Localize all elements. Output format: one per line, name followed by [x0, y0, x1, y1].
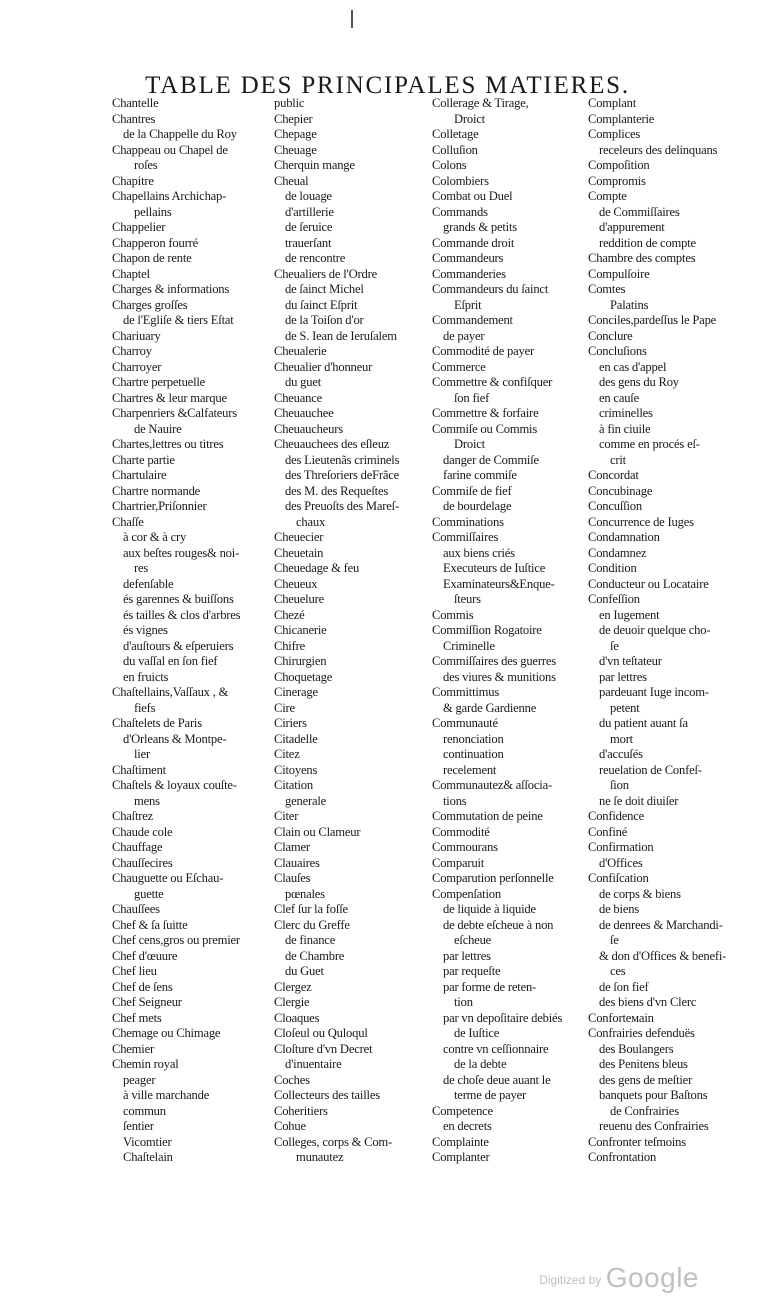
index-entry: Chifre [274, 638, 305, 653]
index-entry: chaux [296, 514, 326, 529]
index-entry: Conforteмain [588, 1010, 654, 1025]
index-entry: Confeſſion [588, 592, 640, 606]
index-entry: & don d'Offices & benefi- [599, 948, 727, 963]
index-entry: Confirmation [588, 840, 654, 854]
index-entry: Chartre perpetuelle [112, 375, 206, 389]
index-entry: Criminelle [443, 638, 495, 653]
index-entry: public [274, 96, 305, 110]
index-entry: de la Chappelle du Roy [123, 127, 237, 141]
index-entry: des M. des Requeſtes [285, 483, 389, 498]
index-entry: Citation [274, 778, 313, 792]
index-entry: Condamnez [588, 545, 647, 560]
index-entry: d'artillerie [285, 204, 334, 219]
index-entry: fiefs [134, 700, 156, 715]
index-entry: par vn depoſitaire debiés [443, 1010, 563, 1025]
stray-ink-mark [351, 10, 353, 28]
index-entry: lier [134, 747, 150, 761]
index-entry: des Lieutenãs criminels [285, 452, 400, 467]
index-entry: Cheueux [274, 576, 318, 591]
index-entry: Commerce [432, 359, 486, 374]
index-entry: Chemier [112, 1041, 154, 1056]
index-entry: des gens de meſtier [599, 1072, 693, 1087]
index-entry: Compenſation [432, 886, 501, 901]
index-entry: Colombiers [432, 173, 489, 188]
index-entry: Commanderies [432, 266, 506, 281]
index-entry: Collerage & Tirage, [432, 96, 529, 110]
index-entry: de Nauire [134, 421, 182, 436]
index-entry: du Guet [285, 964, 324, 978]
index-entry: de deuoir quelque cho- [599, 623, 711, 637]
index-entry: Concuſſion [588, 499, 642, 513]
index-entry: Cheuedage & feu [274, 561, 360, 575]
index-entry: Complices [588, 127, 641, 141]
index-entry: mens [134, 793, 160, 808]
index-entry: Compromis [588, 173, 646, 188]
index-entry: Commiſſion Rogatoire [432, 623, 542, 637]
index-entry: en cauſe [599, 390, 639, 405]
index-entry: d'Offices [599, 855, 643, 870]
index-entry: Charroyer [112, 359, 162, 374]
index-entry: Commiſſaires des guerres [432, 654, 556, 668]
index-entry: Cloaques [274, 1010, 320, 1025]
index-entry: par lettres [443, 948, 491, 963]
index-entry: ces [610, 964, 626, 978]
index-entry: reuelation de Confeſ- [599, 762, 702, 777]
index-entry: Chantres [112, 111, 156, 126]
index-entry: Chambre des comptes [588, 251, 696, 265]
index-column-1 [112, 96, 272, 1166]
index-entry: Chemin royal [112, 1057, 179, 1071]
index-entry: de la debte [454, 1057, 507, 1071]
index-column-3 [432, 96, 592, 1166]
index-entry: petent [610, 700, 640, 715]
index-entry: Commandeurs [432, 251, 504, 265]
index-entry: ſe [610, 933, 619, 947]
index-entry: à ville marchande [123, 1088, 210, 1102]
index-entry: Combat ou Duel [432, 189, 513, 203]
index-entry: Committimus [432, 685, 500, 699]
index-entry: Charroy [112, 344, 152, 358]
index-entry: Cloſeul ou Quloqul [274, 1026, 368, 1040]
index-entry: d'appurement [599, 220, 665, 234]
index-entry: en fruicts [123, 669, 169, 684]
index-entry: Chauguette ou Eſchau- [112, 871, 224, 885]
index-entry: des Penitens bleus [599, 1057, 688, 1071]
index-entry: Eſprit [454, 297, 482, 312]
index-entry: de ſeruice [285, 220, 333, 234]
index-entry: Chaſtiment [112, 762, 166, 777]
index-entry: en cas d'appel [599, 359, 667, 374]
index-entry: Cheuage [274, 142, 317, 157]
index-entry: ſe [610, 638, 619, 653]
index-entry: Communauté [432, 716, 498, 730]
index-entry: Chartrier,Priſonnier [112, 499, 207, 513]
index-entry: criminelles [599, 406, 653, 420]
index-entry: Cloſture d'vn Decret [274, 1041, 373, 1056]
index-entry: des Boulangers [599, 1041, 674, 1056]
index-entry: Chartes,lettres ou titres [112, 437, 224, 451]
index-entry: Commutation de peine [432, 809, 543, 823]
index-entry: Chapitre [112, 173, 154, 188]
index-entry: contre vn ceſſionnaire [443, 1041, 549, 1056]
index-entry: ne ſe doit diuiſer [599, 793, 679, 808]
index-entry: Chauſſecires [112, 855, 173, 870]
index-entry: Cheualerie [274, 344, 327, 358]
index-entry: Cheuaucheurs [274, 421, 343, 436]
index-entry: des biens d'vn Clerc [599, 995, 697, 1009]
index-entry: de rencontre [285, 251, 346, 265]
index-entry: des Preuoſts des Mareſ- [285, 499, 399, 513]
index-entry: Clergie [274, 995, 310, 1009]
index-entry: Chaſſe [112, 514, 144, 529]
index-entry: Cheualier d'honneur [274, 359, 373, 374]
index-entry: Commettre & forfaire [432, 406, 539, 420]
index-entry: Chaſtelets de Paris [112, 716, 202, 730]
index-entry: Concurrence de Iuges [588, 514, 694, 529]
index-entry: Cheuauchee [274, 406, 334, 420]
index-entry: d'inuentaire [285, 1057, 342, 1071]
index-entry: Chantelle [112, 96, 159, 110]
index-entry: munautez [296, 1150, 344, 1164]
index-entry: Confronter teſmoins [588, 1134, 686, 1149]
index-entry: de bourdelage [443, 499, 512, 513]
index-entry: du vaſſal en ſon fief [123, 654, 218, 668]
index-entry: de Chambre [285, 948, 345, 963]
index-entry: par requeſte [443, 964, 501, 978]
index-entry: Comparuit [432, 855, 485, 870]
index-entry: Clerc du Greffe [274, 917, 350, 932]
index-entry: Coheritiers [274, 1103, 328, 1118]
index-entry: Conclure [588, 328, 633, 343]
index-entry: és tailles & clos d'arbres [123, 607, 241, 622]
index-entry: Charpenriers &Calfateurs [112, 406, 237, 420]
index-entry: de ſon fief [599, 979, 649, 994]
index-entry: Clauſes [274, 871, 311, 885]
index-entry: Cheuelure [274, 592, 324, 606]
index-entry: Commis [432, 607, 474, 622]
index-entry: Concordat [588, 468, 639, 482]
index-entry: tion [454, 995, 473, 1009]
index-entry: grands & petits [443, 220, 517, 234]
index-entry: Chepier [274, 111, 313, 126]
index-entry: Confrairies defenduës [588, 1026, 695, 1040]
index-entry: Commettre & confiſquer [432, 375, 553, 389]
index-entry: Chaſtelain [123, 1150, 173, 1164]
index-entry: Collecteurs des tailles [274, 1088, 380, 1102]
index-entry: Colletage [432, 127, 479, 141]
index-entry: roſes [134, 158, 158, 172]
index-entry: de corps & biens [599, 886, 681, 901]
index-entry: Chaſtels & loyaux couſte- [112, 778, 237, 792]
index-entry: & garde Gardienne [443, 700, 537, 715]
index-entry: du ſainct Eſprit [285, 297, 358, 312]
index-entry: reuenu des Confrairies [599, 1119, 709, 1133]
index-entry: à fin ciuile [599, 421, 651, 436]
index-entry: Cinerage [274, 685, 318, 699]
index-entry: continuation [443, 747, 504, 761]
index-entry: peager [123, 1072, 156, 1087]
index-entry: des Threſoriers deFrãce [285, 468, 400, 482]
index-entry: Concubinage [588, 483, 653, 498]
index-entry: comme en procés eſ- [599, 437, 700, 451]
index-column-4 [588, 96, 748, 1166]
digitized-by-google-watermark [539, 1262, 699, 1294]
index-entry: Condamnation [588, 530, 660, 544]
index-entry: par lettres [599, 669, 647, 684]
index-entry: Clain ou Clameur [274, 824, 361, 839]
index-entry: Charges & informations [112, 282, 230, 296]
index-entry: defenſable [123, 576, 174, 591]
index-entry: Competence [432, 1103, 493, 1118]
index-entry: de la Toiſon d'or [285, 313, 364, 327]
index-entry: Confidence [588, 809, 645, 823]
index-entry: Cherquin mange [274, 158, 355, 172]
index-entry: d'Orleans & Montpe- [123, 731, 227, 746]
index-entry: Chef cens,gros ou premier [112, 933, 240, 947]
index-entry: Choquetage [274, 669, 333, 684]
index-entry: Cohue [274, 1119, 306, 1133]
index-entry: farine commiſe [443, 468, 517, 482]
index-entry: de debte eſcheue à non [443, 917, 554, 932]
index-entry: Chauſſees [112, 902, 160, 916]
index-entry: Chaude cole [112, 824, 173, 839]
index-entry: Colleges, corps & Com- [274, 1134, 393, 1149]
index-entry: d'accuſés [599, 747, 643, 761]
index-entry: Chef de ſens [112, 979, 173, 994]
index-entry: à cor & à cry [123, 530, 187, 544]
index-entry: Chartre normande [112, 483, 201, 498]
index-entry: Cheualiers de l'Ordre [274, 266, 377, 281]
index-entry: Conducteur ou Locataire [588, 576, 709, 591]
index-entry: ſion [610, 778, 629, 792]
index-entry: de ſainct Michel [285, 282, 364, 296]
index-entry: de denrees & Marchandi- [599, 917, 723, 932]
index-entry: recelement [443, 762, 497, 777]
index-entry: Condition [588, 561, 637, 575]
index-entry: commun [123, 1103, 166, 1118]
index-entry: Charges groſſes [112, 297, 188, 312]
index-entry: Chauffage [112, 840, 163, 854]
index-entry: Cheuecier [274, 530, 324, 544]
index-entry: ſteurs [454, 592, 481, 606]
index-entry: trauerſant [285, 235, 332, 250]
index-entry: Chef mets [112, 1010, 162, 1025]
index-entry: Chef Seigneur [112, 995, 182, 1009]
index-entry: Compulſoire [588, 266, 650, 281]
index-entry: Comtes [588, 282, 626, 296]
index-entry: terme de payer [454, 1088, 527, 1102]
index-entry: Clergez [274, 979, 312, 994]
index-entry: Citoyens [274, 762, 318, 777]
index-entry: Colluſion [432, 142, 478, 157]
index-entry: Complainte [432, 1134, 489, 1149]
index-entry: Chapon de rente [112, 251, 192, 265]
index-entry: pœnales [285, 886, 325, 901]
index-entry: Commourans [432, 840, 498, 854]
index-entry: Chemage ou Chimage [112, 1026, 221, 1040]
index-entry: Chartulaire [112, 468, 167, 482]
index-entry: Commiſe de fief [432, 483, 512, 498]
index-entry: Confiſcation [588, 871, 649, 885]
index-entry: Droict [454, 111, 485, 126]
index-entry: Commiſe ou Commis [432, 421, 538, 436]
index-entry: receleurs des delinquans [599, 142, 718, 157]
index-entry: Complanter [432, 1150, 490, 1164]
index-entry: generale [285, 793, 327, 808]
index-entry: aux beſtes rouges& noi- [123, 545, 240, 560]
index-entry: banquets pour Baſtons [599, 1088, 708, 1102]
index-entry: Chaſtellains,Vaſſaux , & [112, 685, 229, 699]
index-entry: ſentier [123, 1119, 154, 1133]
index-entry: de Iuſtice [454, 1026, 500, 1040]
index-entry: Comminations [432, 514, 504, 529]
watermark-prefix: Digitized by [539, 1273, 602, 1287]
index-entry: eſcheue [454, 933, 492, 947]
index-entry: Ciriers [274, 716, 307, 730]
index-entry: Chef & ſa ſuitte [112, 917, 188, 932]
index-entry: Chaptel [112, 266, 150, 281]
index-entry: Commodité [432, 824, 490, 839]
index-entry: pellains [134, 204, 172, 219]
index-entry: Droict [454, 437, 485, 451]
index-entry: Commandeurs du ſainct [432, 282, 549, 296]
index-entry: Confrontation [588, 1150, 657, 1164]
index-entry: Comparution perſonnelle [432, 871, 554, 885]
index-columns [112, 96, 732, 1186]
index-entry: en Iugement [599, 607, 660, 622]
index-entry: Compte [588, 189, 627, 203]
index-entry: des gens du Roy [599, 375, 679, 389]
index-entry: en decrets [443, 1119, 492, 1133]
index-entry: mort [610, 731, 633, 746]
index-entry: Complanterie [588, 111, 655, 126]
index-entry: Chariuary [112, 328, 161, 343]
index-entry: Chezé [274, 607, 305, 622]
index-entry: tions [443, 793, 467, 808]
index-entry: pardeuant Iuge incom- [599, 685, 709, 699]
index-entry: Citadelle [274, 731, 318, 746]
index-entry: Colons [432, 158, 467, 172]
index-entry: de liquide à liquide [443, 902, 536, 916]
index-entry: crit [610, 452, 626, 467]
index-entry: Concluſions [588, 344, 647, 358]
index-entry: Cheuetain [274, 545, 324, 560]
index-entry: du patient auant ſa [599, 716, 688, 730]
index-entry: Commande droit [432, 235, 515, 250]
index-entry: res [134, 561, 149, 575]
index-entry: Confiné [588, 824, 628, 839]
index-entry: Chappelier [112, 220, 166, 234]
index-entry: Communautez& aſſocia- [432, 778, 552, 792]
index-entry: de l'Egliſe & tiers Eſtat [123, 313, 234, 327]
index-entry: és vignes [123, 623, 168, 637]
index-entry: danger de Commiſe [443, 452, 539, 467]
index-entry: Cheuauchees des eſleuz [274, 437, 390, 451]
index-entry: Chicanerie [274, 623, 327, 637]
index-entry: Commodité de payer [432, 344, 535, 358]
index-entry: Citez [274, 747, 300, 761]
index-entry: Cire [274, 700, 295, 715]
index-entry: de biens [599, 902, 640, 916]
index-entry: Complant [588, 96, 637, 110]
index-entry: Cheuance [274, 390, 323, 405]
index-entry: Chapperon fourré [112, 235, 198, 250]
index-entry: de louage [285, 189, 332, 203]
index-entry: Chirurgien [274, 654, 327, 668]
index-entry: de Confrairies [610, 1103, 679, 1118]
index-entry: Clamer [274, 840, 310, 854]
index-entry: Chepage [274, 127, 317, 141]
index-entry: Examinateurs&Enque- [443, 576, 555, 591]
index-entry: Chaſtrez [112, 809, 154, 823]
index-entry: Chapellains Archichap- [112, 189, 227, 203]
index-entry: Conciles,pardeſſus le Pape [588, 313, 717, 327]
index-entry: Chartres & leur marque [112, 390, 227, 405]
index-entry: de S. Iean de Ieruſalem [285, 328, 397, 343]
watermark-brand: Google [605, 1262, 699, 1293]
index-entry: guette [134, 886, 164, 901]
index-entry: renonciation [443, 731, 504, 746]
index-entry: aux biens criés [443, 545, 515, 560]
index-entry: de choſe deue auant le [443, 1072, 551, 1087]
index-entry: reddition de compte [599, 235, 696, 250]
index-entry: du guet [285, 375, 322, 389]
index-entry: Citer [274, 809, 299, 823]
index-entry: Commiſſaires [432, 530, 499, 544]
index-entry: Clauaires [274, 855, 320, 870]
index-entry: Chef lieu [112, 964, 157, 978]
index-entry: de payer [443, 328, 485, 343]
index-entry: par forme de reten- [443, 979, 537, 994]
index-entry: és garennes & buiſſons [123, 592, 234, 606]
index-column-2 [274, 96, 434, 1166]
index-entry: Commandement [432, 313, 513, 327]
index-entry: Executeurs de Iuſtice [443, 561, 546, 575]
index-entry: Palatins [610, 297, 649, 312]
index-entry: Commands [432, 204, 488, 219]
page-title: TABLE DES PRINCIPALES MATIERES. [145, 72, 630, 99]
index-entry: Vicomtier [123, 1134, 172, 1149]
index-entry: de finance [285, 933, 336, 947]
index-entry: Coches [274, 1072, 310, 1087]
index-entry: Clef ſur la foſſe [274, 902, 348, 916]
index-entry: ſon fief [454, 390, 490, 405]
index-entry: Cheual [274, 173, 309, 188]
index-entry: de Commiſſaires [599, 204, 680, 219]
index-entry: d'auſtours & eſperuiers [123, 638, 234, 653]
index-entry: Chef d'œuure [112, 948, 178, 963]
index-entry: d'vn teſtateur [599, 654, 662, 668]
index-entry: Compoſition [588, 158, 650, 172]
index-entry: Chappeau ou Chapel de [112, 142, 228, 157]
index-entry: des viures & munitions [443, 669, 556, 684]
index-entry: Charte partie [112, 452, 175, 467]
